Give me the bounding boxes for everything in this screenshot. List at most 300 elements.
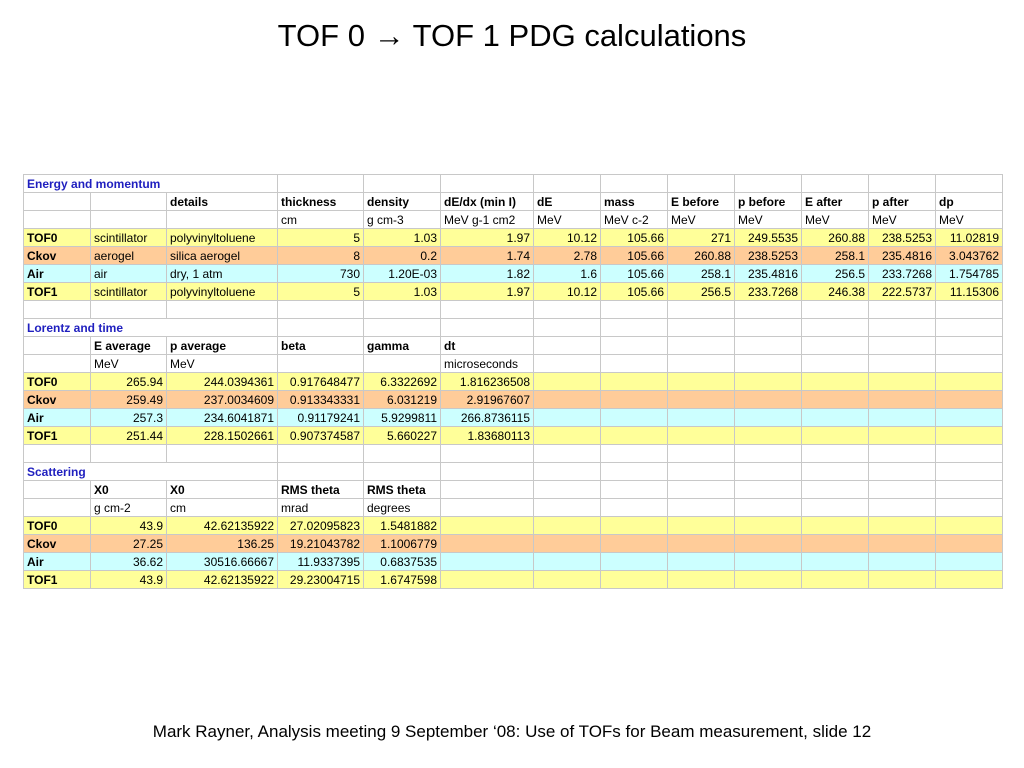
column-header: dp: [936, 193, 1003, 211]
table-cell: [735, 319, 802, 337]
table-cell: [802, 445, 869, 463]
column-header: p before: [735, 193, 802, 211]
table-cell: [869, 499, 936, 517]
row-label: TOF1: [24, 571, 91, 589]
table-cell: 136.25: [167, 535, 278, 553]
lorentz-heading: Lorentz and time: [24, 319, 278, 337]
table-cell: [869, 409, 936, 427]
table-cell: 1.82: [441, 265, 534, 283]
table-cell: [441, 571, 534, 589]
unit-cell: MeV: [167, 355, 278, 373]
table-row: [24, 571, 1003, 589]
table-cell: 244.0394361: [167, 373, 278, 391]
table-cell: 105.66: [601, 283, 668, 301]
unit-cell: MeV: [668, 211, 735, 229]
table-cell: [534, 409, 601, 427]
unit-cell: MeV: [802, 211, 869, 229]
table-cell: [601, 517, 668, 535]
table-cell: 271: [668, 229, 735, 247]
table-cell: 0.91179241: [278, 409, 364, 427]
unit-cell: microseconds: [441, 355, 534, 373]
table-cell: [936, 337, 1003, 355]
table-cell: [735, 337, 802, 355]
table-cell: [601, 553, 668, 571]
table-cell: [869, 481, 936, 499]
table-cell: [91, 193, 167, 211]
table-cell: air: [91, 265, 167, 283]
table-cell: 43.9: [91, 517, 167, 535]
table-row: [24, 553, 1003, 571]
title-right: TOF 1 PDG calculations: [412, 18, 747, 53]
table-cell: [869, 535, 936, 553]
table-cell: 1.20E-03: [364, 265, 441, 283]
column-header: E after: [802, 193, 869, 211]
table-cell: [24, 211, 91, 229]
column-header: E before: [668, 193, 735, 211]
table-cell: [802, 463, 869, 481]
table-cell: 1.97: [441, 229, 534, 247]
table-cell: dry, 1 atm: [167, 265, 278, 283]
table-cell: [278, 463, 364, 481]
table-cell: 258.1: [802, 247, 869, 265]
table-cell: 27.02095823: [278, 517, 364, 535]
table-cell: [534, 445, 601, 463]
table-cell: [601, 481, 668, 499]
table-cell: [534, 535, 601, 553]
unit-cell: g cm-3: [364, 211, 441, 229]
table-cell: 1.6747598: [364, 571, 441, 589]
table-cell: [936, 355, 1003, 373]
table-cell: 1.74: [441, 247, 534, 265]
table-cell: 249.5535: [735, 229, 802, 247]
table-cell: 30516.66667: [167, 553, 278, 571]
table-cell: [278, 445, 364, 463]
table-cell: 2.91967607: [441, 391, 534, 409]
table-cell: 251.44: [91, 427, 167, 445]
table-cell: [869, 571, 936, 589]
row-label: Air: [24, 553, 91, 571]
table-cell: [869, 175, 936, 193]
table-cell: 1.754785: [936, 265, 1003, 283]
unit-cell: MeV c-2: [601, 211, 668, 229]
table-cell: [601, 427, 668, 445]
table-cell: [441, 463, 534, 481]
column-header: beta: [278, 337, 364, 355]
table-cell: 238.5253: [735, 247, 802, 265]
table-cell: [936, 517, 1003, 535]
column-header: RMS theta: [364, 481, 441, 499]
table-cell: [936, 301, 1003, 319]
table-cell: [601, 409, 668, 427]
table-cell: [735, 409, 802, 427]
table-cell: 8: [278, 247, 364, 265]
unit-cell: cm: [167, 499, 278, 517]
table-cell: [869, 391, 936, 409]
table-cell: 6.3322692: [364, 373, 441, 391]
column-header: E average: [91, 337, 167, 355]
table-cell: [534, 355, 601, 373]
table-cell: [869, 373, 936, 391]
row-label: Ckov: [24, 247, 91, 265]
table-cell: [869, 553, 936, 571]
column-header: dt: [441, 337, 534, 355]
unit-cell: g cm-2: [91, 499, 167, 517]
table-cell: 730: [278, 265, 364, 283]
table-cell: 260.88: [668, 247, 735, 265]
table-cell: 105.66: [601, 229, 668, 247]
unit-cell: MeV: [936, 211, 1003, 229]
table-cell: 3.043762: [936, 247, 1003, 265]
table-cell: [869, 463, 936, 481]
table-cell: [364, 445, 441, 463]
unit-cell: MeV g-1 cm2: [441, 211, 534, 229]
table-cell: [364, 301, 441, 319]
title-left: TOF 0: [277, 18, 365, 53]
table-cell: aerogel: [91, 247, 167, 265]
table-cell: [936, 481, 1003, 499]
table-cell: [601, 391, 668, 409]
lorentz-header-row: [24, 337, 1003, 355]
slide-footer: Mark Rayner, Analysis meeting 9 September ‘08: Use of TOFs for Beam measurement, slide 12: [152, 722, 872, 741]
column-header: details: [167, 193, 278, 211]
table-cell: [869, 337, 936, 355]
table-cell: 1.97: [441, 283, 534, 301]
table-cell: [278, 319, 364, 337]
table-cell: [534, 463, 601, 481]
table-cell: 233.7268: [735, 283, 802, 301]
table-cell: [24, 499, 91, 517]
table-cell: 0.907374587: [278, 427, 364, 445]
table-cell: [802, 391, 869, 409]
table-cell: 11.15306: [936, 283, 1003, 301]
row-label: Air: [24, 265, 91, 283]
table-cell: [441, 499, 534, 517]
table-cell: [802, 337, 869, 355]
table-cell: [364, 463, 441, 481]
table-cell: [534, 391, 601, 409]
row-label: TOF0: [24, 517, 91, 535]
table-cell: 10.12: [534, 283, 601, 301]
table-cell: 6.031219: [364, 391, 441, 409]
table-cell: [601, 301, 668, 319]
energy-heading: Energy and momentum: [24, 175, 278, 193]
table-cell: [869, 301, 936, 319]
table-cell: 1.83680113: [441, 427, 534, 445]
table-cell: [802, 373, 869, 391]
table-cell: [869, 427, 936, 445]
table-cell: [936, 409, 1003, 427]
table-cell: 2.78: [534, 247, 601, 265]
table-cell: [441, 517, 534, 535]
table-cell: 11.9337395: [278, 553, 364, 571]
table-cell: [735, 391, 802, 409]
table-row: [24, 409, 1003, 427]
table-cell: 1.816236508: [441, 373, 534, 391]
table-cell: polyvinyltoluene: [167, 283, 278, 301]
table-cell: 256.5: [802, 265, 869, 283]
table-cell: [735, 463, 802, 481]
table-row: [24, 373, 1003, 391]
table-cell: [869, 445, 936, 463]
table-cell: [278, 355, 364, 373]
table-cell: [735, 175, 802, 193]
table-cell: 105.66: [601, 265, 668, 283]
table-cell: 1.6: [534, 265, 601, 283]
table-cell: 1.1006779: [364, 535, 441, 553]
column-header: p average: [167, 337, 278, 355]
table-cell: 257.3: [91, 409, 167, 427]
unit-cell: MeV: [735, 211, 802, 229]
unit-cell: MeV: [534, 211, 601, 229]
column-header: RMS theta: [278, 481, 364, 499]
table-cell: [735, 355, 802, 373]
spacer-row: [24, 301, 1003, 319]
table-cell: 5: [278, 283, 364, 301]
table-cell: 27.25: [91, 535, 167, 553]
table-cell: [668, 409, 735, 427]
table-row: [24, 229, 1003, 247]
unit-cell: cm: [278, 211, 364, 229]
table-cell: [534, 337, 601, 355]
table-cell: [534, 427, 601, 445]
table-cell: [278, 175, 364, 193]
table-row: [24, 283, 1003, 301]
table-cell: [24, 337, 91, 355]
table-cell: [936, 391, 1003, 409]
table-cell: [735, 301, 802, 319]
scattering-heading-row: [24, 463, 1003, 481]
table-cell: [936, 553, 1003, 571]
table-row: [24, 517, 1003, 535]
table-cell: scintillator: [91, 283, 167, 301]
table-cell: [802, 319, 869, 337]
table-cell: [601, 463, 668, 481]
table-cell: 36.62: [91, 553, 167, 571]
table-cell: [668, 571, 735, 589]
table-cell: 266.8736115: [441, 409, 534, 427]
table-cell: [534, 175, 601, 193]
table-cell: [534, 481, 601, 499]
column-header: thickness: [278, 193, 364, 211]
table-cell: [668, 517, 735, 535]
table-cell: [601, 373, 668, 391]
table-cell: 0.917648477: [278, 373, 364, 391]
unit-cell: degrees: [364, 499, 441, 517]
table-cell: [24, 301, 91, 319]
table-cell: [534, 301, 601, 319]
table-cell: [802, 571, 869, 589]
table-cell: [668, 499, 735, 517]
table-cell: [24, 355, 91, 373]
row-label: TOF0: [24, 229, 91, 247]
table-cell: [278, 301, 364, 319]
table-cell: 235.4816: [735, 265, 802, 283]
table-cell: 265.94: [91, 373, 167, 391]
column-header: dE: [534, 193, 601, 211]
table-cell: [601, 571, 668, 589]
table-cell: 11.02819: [936, 229, 1003, 247]
table-cell: [601, 175, 668, 193]
table-cell: 10.12: [534, 229, 601, 247]
table-cell: [936, 445, 1003, 463]
table-cell: [601, 445, 668, 463]
column-header: gamma: [364, 337, 441, 355]
table-cell: [802, 301, 869, 319]
table-cell: [441, 301, 534, 319]
scattering-heading: Scattering: [24, 463, 278, 481]
column-header: dE/dx (min I): [441, 193, 534, 211]
table-cell: [668, 427, 735, 445]
table-cell: [601, 535, 668, 553]
table-cell: [668, 301, 735, 319]
column-header: p after: [869, 193, 936, 211]
table-cell: [534, 571, 601, 589]
row-label: Ckov: [24, 391, 91, 409]
energy-units-row: [24, 211, 1003, 229]
table-cell: [802, 535, 869, 553]
table-cell: [534, 553, 601, 571]
table-cell: [936, 571, 1003, 589]
table-cell: 233.7268: [869, 265, 936, 283]
column-header: X0: [91, 481, 167, 499]
column-header: density: [364, 193, 441, 211]
table-cell: [936, 535, 1003, 553]
table-cell: [364, 175, 441, 193]
spacer-row: [24, 445, 1003, 463]
table-cell: scintillator: [91, 229, 167, 247]
table-cell: [936, 319, 1003, 337]
table-cell: [936, 175, 1003, 193]
table-cell: [668, 373, 735, 391]
table-cell: 42.62135922: [167, 571, 278, 589]
row-label: TOF1: [24, 283, 91, 301]
table-cell: [668, 553, 735, 571]
table-cell: [802, 517, 869, 535]
table-cell: [534, 373, 601, 391]
table-cell: [668, 463, 735, 481]
table-cell: [441, 481, 534, 499]
column-header: mass: [601, 193, 668, 211]
table-cell: 0.6837535: [364, 553, 441, 571]
table-cell: polyvinyltoluene: [167, 229, 278, 247]
table-cell: [91, 301, 167, 319]
table-cell: [534, 319, 601, 337]
table-cell: 1.5481882: [364, 517, 441, 535]
table-cell: 43.9: [91, 571, 167, 589]
row-label: Air: [24, 409, 91, 427]
scattering-units-row: [24, 499, 1003, 517]
row-label: TOF0: [24, 373, 91, 391]
table-cell: [869, 319, 936, 337]
table-cell: [802, 481, 869, 499]
unit-cell: MeV: [869, 211, 936, 229]
table-cell: [601, 319, 668, 337]
table-cell: [441, 175, 534, 193]
table-cell: [802, 427, 869, 445]
table-cell: 19.21043782: [278, 535, 364, 553]
table-row: [24, 247, 1003, 265]
table-cell: [441, 445, 534, 463]
table-row: [24, 391, 1003, 409]
table-cell: 259.49: [91, 391, 167, 409]
table-cell: 260.88: [802, 229, 869, 247]
table-cell: 5: [278, 229, 364, 247]
unit-cell: mrad: [278, 499, 364, 517]
table-cell: 0.913343331: [278, 391, 364, 409]
table-cell: [735, 499, 802, 517]
table-cell: [167, 301, 278, 319]
slide-title: [0, 18, 1024, 54]
table-cell: [735, 481, 802, 499]
table-cell: [24, 193, 91, 211]
table-cell: [735, 571, 802, 589]
table-cell: 42.62135922: [167, 517, 278, 535]
table-cell: [802, 175, 869, 193]
table-cell: [936, 463, 1003, 481]
table-cell: [364, 355, 441, 373]
table-row: [24, 265, 1003, 283]
table-cell: [802, 499, 869, 517]
table-cell: [735, 553, 802, 571]
table-row: [24, 427, 1003, 445]
table-cell: 1.03: [364, 283, 441, 301]
table-cell: [167, 445, 278, 463]
table-cell: [91, 211, 167, 229]
table-cell: [601, 499, 668, 517]
table-cell: [668, 481, 735, 499]
table-cell: [735, 517, 802, 535]
right-arrow-icon: →: [373, 18, 405, 53]
unit-cell: MeV: [91, 355, 167, 373]
table-cell: [24, 481, 91, 499]
table-cell: [668, 391, 735, 409]
table-cell: [668, 337, 735, 355]
table-cell: 235.4816: [869, 247, 936, 265]
table-cell: [668, 355, 735, 373]
table-cell: [802, 355, 869, 373]
table-cell: [601, 355, 668, 373]
table-cell: 246.38: [802, 283, 869, 301]
column-header: X0: [167, 481, 278, 499]
table-cell: [668, 319, 735, 337]
table-cell: 222.5737: [869, 283, 936, 301]
table-cell: 228.1502661: [167, 427, 278, 445]
table-cell: [91, 445, 167, 463]
table-cell: [735, 535, 802, 553]
table-cell: silica aerogel: [167, 247, 278, 265]
table-cell: 238.5253: [869, 229, 936, 247]
table-cell: 256.5: [668, 283, 735, 301]
lorentz-heading-row: [24, 319, 1003, 337]
scattering-header-row: [24, 481, 1003, 499]
table-cell: [167, 211, 278, 229]
table-cell: [936, 427, 1003, 445]
calculation-table: [23, 174, 1003, 589]
table-cell: [364, 319, 441, 337]
table-cell: [936, 373, 1003, 391]
table-cell: 237.0034609: [167, 391, 278, 409]
table-cell: [441, 535, 534, 553]
table-cell: [534, 517, 601, 535]
table-cell: [869, 355, 936, 373]
table-cell: 258.1: [668, 265, 735, 283]
table-cell: [735, 373, 802, 391]
table-cell: 5.660227: [364, 427, 441, 445]
lorentz-units-row: [24, 355, 1003, 373]
table-cell: [802, 409, 869, 427]
row-label: Ckov: [24, 535, 91, 553]
table-cell: [441, 319, 534, 337]
